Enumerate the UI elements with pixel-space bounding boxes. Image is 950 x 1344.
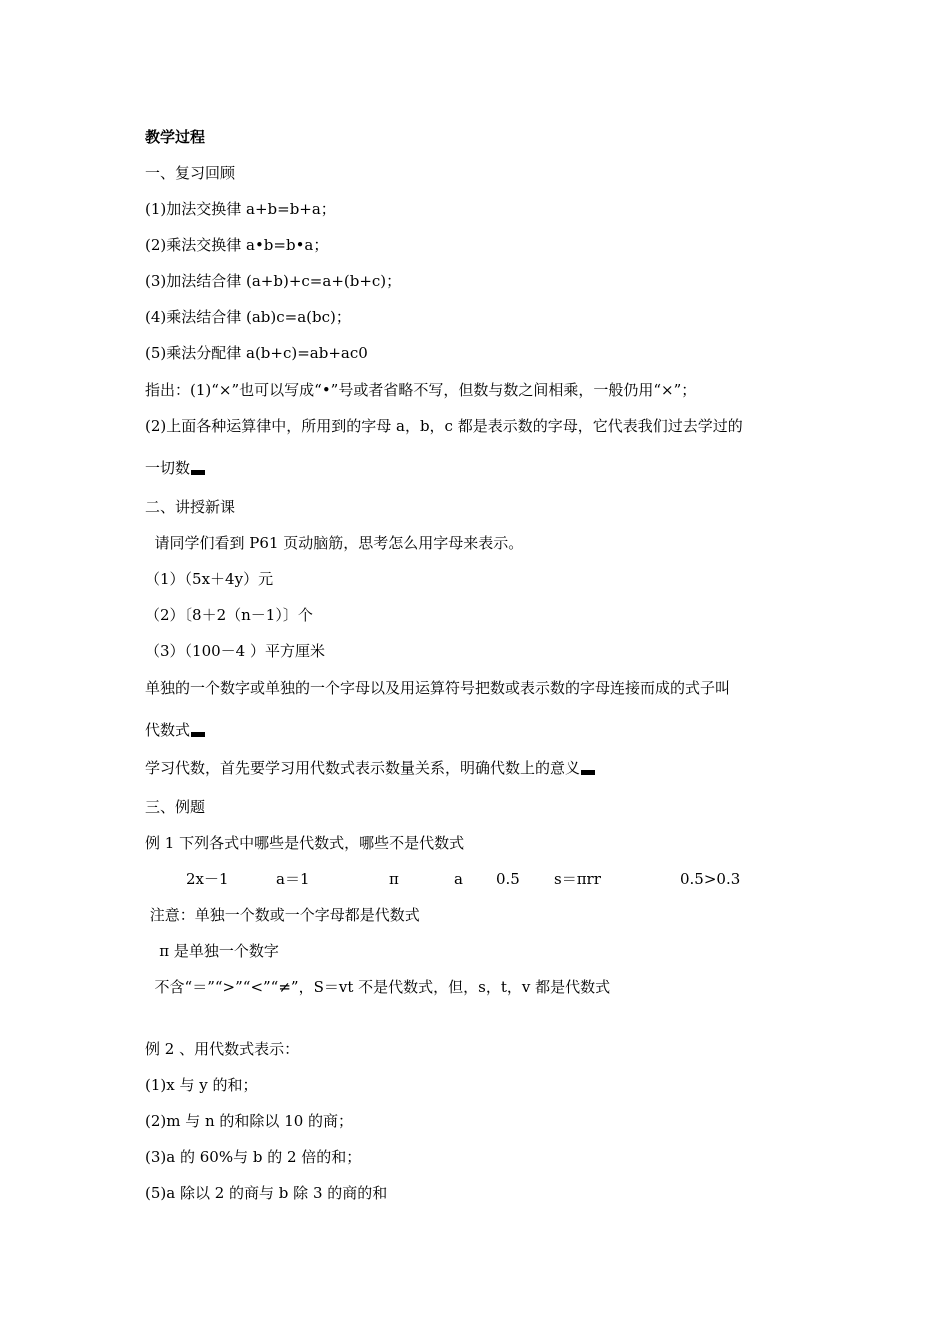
definition-term: 代数式 xyxy=(145,721,191,739)
expression-item: a xyxy=(454,870,463,888)
expression-item: 2x－1 xyxy=(186,870,229,888)
page-title: 教学过程 xyxy=(145,128,206,146)
law-item: (4)乘法结合律 (ab)c=a(bc)； xyxy=(145,308,351,326)
definition-text xyxy=(145,720,205,740)
study-sentence: 学习代数，首先要学习用代数式表示数量关系，明确代数上的意义 xyxy=(145,759,581,777)
law-item: (5)乘法分配律 a(b+c)=ab+ac0 xyxy=(145,344,368,362)
expression-item: π xyxy=(389,870,399,888)
example-2-prompt: 例 2 、用代数式表示： xyxy=(145,1040,300,1058)
expression-item: 0.5>0.3 xyxy=(680,870,741,888)
section-heading-review: 一、复习回顾 xyxy=(145,164,236,182)
list-item: (2)m 与 n 的和除以 10 的商； xyxy=(145,1112,354,1130)
list-item: （3）（100－4 ）平方厘米 xyxy=(145,642,325,660)
note-line: 指出：(1)“×”也可以写成“•”号或者省略不写，但数与数之间相乘，一般仍用“×”； xyxy=(145,381,697,399)
study-text xyxy=(145,758,595,778)
law-item: (1)加法交换律 a+b=b+a； xyxy=(145,200,336,218)
law-item: (2)乘法交换律 a•b=b•a； xyxy=(145,236,329,254)
example-1-prompt: 例 1 下列各式中哪些是代数式，哪些不是代数式 xyxy=(145,834,465,852)
note-line: 不含“＝”“>”“<”“≠”，S＝vt 不是代数式，但，s，t，v 都是代数式 xyxy=(145,978,611,996)
list-item: （1）（5x＋4y）元 xyxy=(145,570,274,588)
end-mark xyxy=(581,770,595,775)
law-item: (3)加法结合律 (a+b)+c=a+(b+c)； xyxy=(145,272,402,290)
list-item: (5)a 除以 2 的商与 b 除 3 的商的和 xyxy=(145,1184,388,1202)
section-heading-new-lesson: 二、讲授新课 xyxy=(145,498,236,516)
expression-item: a＝1 xyxy=(276,870,310,888)
list-item: (3)a 的 60%与 b 的 2 倍的和； xyxy=(145,1148,362,1166)
definition-text: 单独的一个数字或单独的一个字母以及用运算符号把数或表示数的字母连接而成的式子叫 xyxy=(145,679,731,697)
section-heading-examples: 三、例题 xyxy=(145,798,206,816)
note-line xyxy=(145,458,205,478)
note-text: 一切数 xyxy=(145,459,191,477)
note-line: π 是单独一个数字 xyxy=(145,942,279,960)
list-item: （2）〔8＋2（n－1）〕个 xyxy=(145,606,313,624)
intro-text: 请同学们看到 P61 页动脑筋，思考怎么用字母来表示。 xyxy=(145,534,524,552)
end-mark xyxy=(191,732,205,737)
end-mark xyxy=(191,470,205,475)
expression-item: s＝πrr xyxy=(554,870,601,888)
expression-item: 0.5 xyxy=(496,870,520,888)
note-line: 注意：单独一个数或一个字母都是代数式 xyxy=(145,906,420,924)
note-line: (2)上面各种运算律中，所用到的字母 a，b，c 都是表示数的字母，它代表我们过去学过的 xyxy=(145,417,743,435)
list-item: (1)x 与 y 的和； xyxy=(145,1076,258,1094)
